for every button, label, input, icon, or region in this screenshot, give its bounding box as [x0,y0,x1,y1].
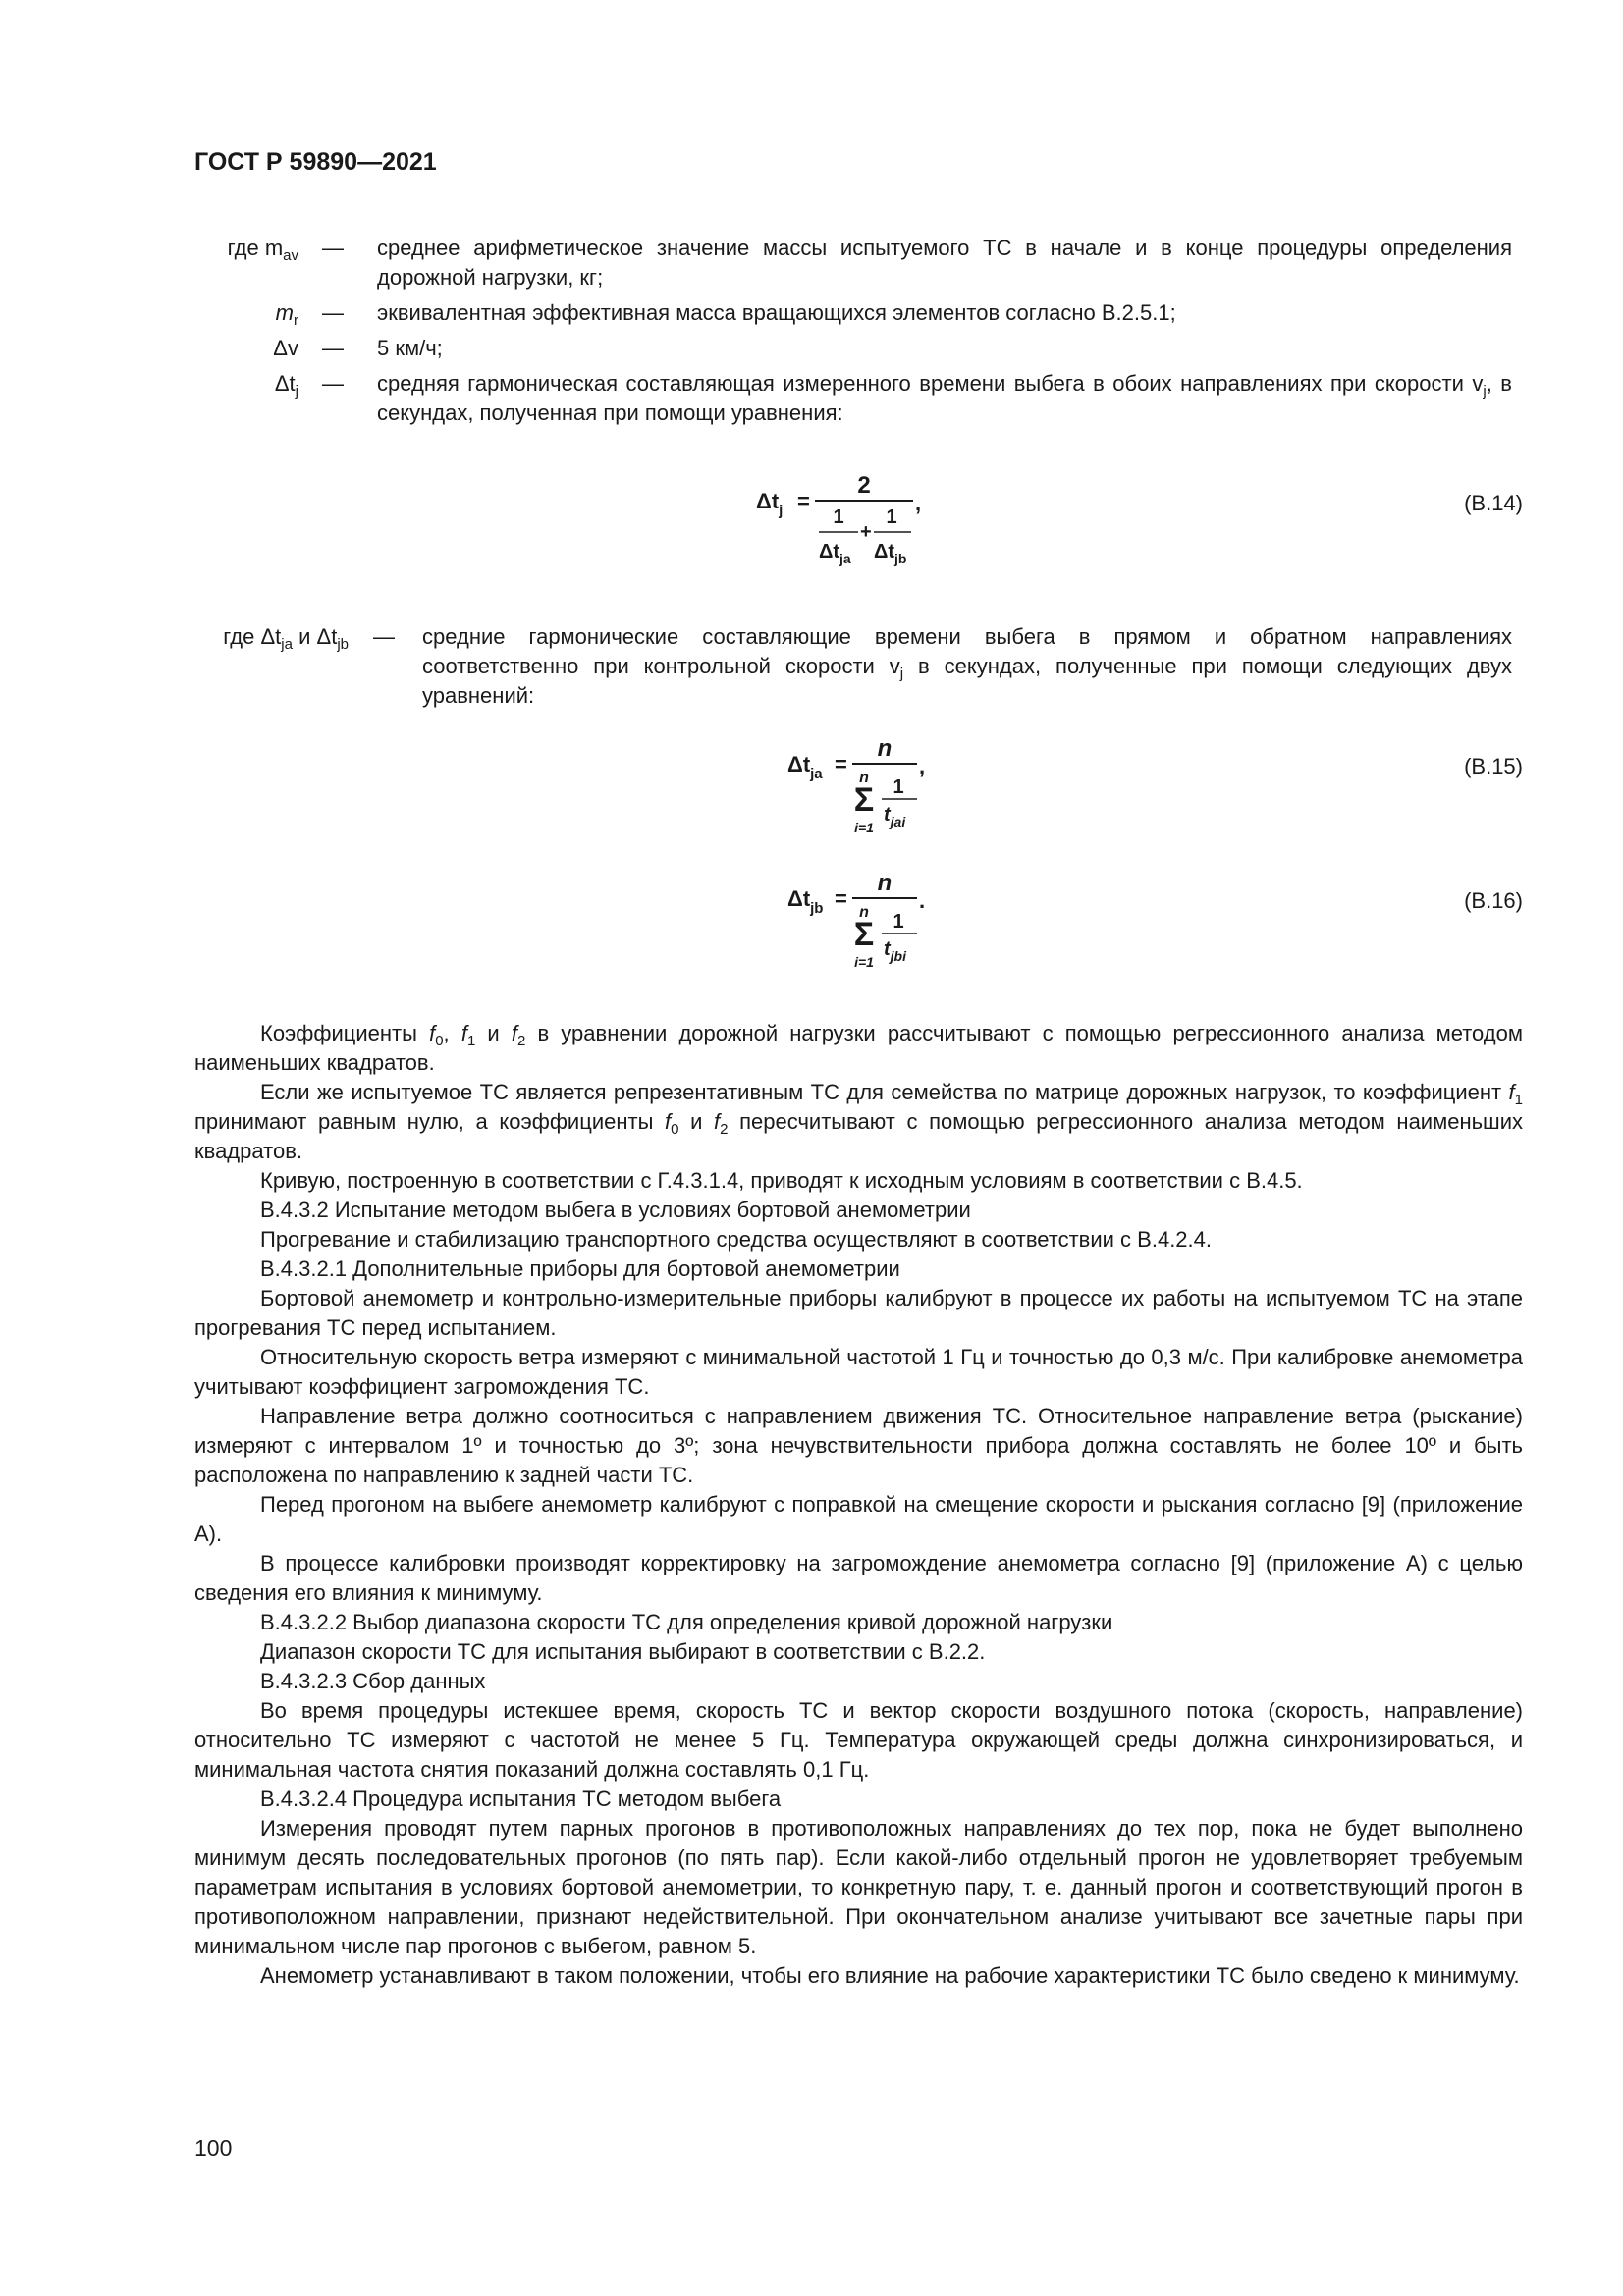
definitions-list [147,234,1512,434]
equals-sign: = [835,752,847,776]
dash: — [373,624,395,649]
section-heading: В.4.3.2.1 Дополнительные приборы для бортовой анемометрии [260,1256,900,1281]
lhs: $\Delta t_{jb}$ [787,886,824,917]
definition-row-mr [147,298,1512,328]
equals-sign: = [797,489,810,513]
definition-text: среднее арифметическое значение массы испытуемого ТС в начале и в конце процедуры определения дорожной нагрузки, кг; [377,236,1512,290]
equals-sign: = [835,886,847,911]
section-heading: В.4.3.2.3 Сбор данных [260,1669,486,1693]
lhs: $\Delta t_j$ [756,489,784,519]
paragraph: Если же испытуемое ТС является репрезентативным ТС для семейства по матрице дорожных нагрузок, то коэффициент $f_1$ принимают равным нулю, а коэффициенты $f_0$ и $f_2$ пересчитывают с помощью регрессионного анализа методом наименьших квадратов. [194,1080,1523,1163]
paragraph: Анемометр устанавливают в таком положении, чтобы его влияние на рабочие характеристики ТС было сведено к минимуму. [260,1963,1520,1988]
formula-b15 [194,734,1523,852]
formula-b16-graphic [787,869,964,987]
paragraph: В процессе калибровки производят корректировку на загромождение анемометра согласно [9] (приложение А) с целью сведения его влияния к минимуму. [194,1551,1523,1605]
section-heading: В.4.3.2.2 Выбор диапазона скорости ТС для определения кривой дорожной нагрузки [260,1610,1113,1634]
plus-sign: + [860,521,872,543]
paragraph: Направление ветра должно соотноситься с направлением движения ТС. Относительное направление ветра (рыскание) измеряют с интервалом 1º и точностью до 3º; зона нечувствительности прибора должна составлять не более 10º и быть расположена по направлению к задней части ТС. [194,1404,1523,1487]
paragraph: Перед прогоном на выбеге анемометр калибруют с поправкой на смещение скорости и рыскания согласно [9] (приложение А). [194,1492,1523,1546]
trailing-punctuation: . [919,888,926,913]
denominator-b: $\Delta t_{jb}$ [874,541,907,566]
paragraph: Коэффициенты $f_0$, $f_1$ и $f_2$ в уравнении дорожной нагрузки рассчитывают с помощью регрессионного анализа методом наименьших квадратов. [194,1021,1524,1075]
paragraph: Во время процедуры истекшее время, скорость ТС и вектор скорости воздушного потока (скорость, направление) относительно ТС измеряют с частотой не менее 5 Гц. Температура окружающей среды должна синхронизироваться, и минимальная частота снятия показаний должна составлять 0,1 Гц. [194,1698,1523,1782]
definition-text: средние гармонические составляющие времени выбега в прямом и обратном направлениях соответственно при контрольной скорости $v_j$ в секундах, полученные при помощи следующих двух уравнений: [422,624,1513,708]
sum-upper-limit: n [859,770,869,786]
dash: — [322,336,344,360]
definition-row-mav [147,234,1512,293]
dash: — [322,300,344,325]
formula-number: (В.14) [1464,491,1523,515]
symbol: $m_r$ [275,300,298,329]
document-header: ГОСТ Р 59890—2021 [194,148,437,176]
formula-b16 [194,869,1523,987]
paragraph: Диапазон скорости ТС для испытания выбирают в соответствии с В.2.2. [260,1639,986,1664]
definition-text: 5 км/ч; [377,336,443,360]
definition-row-dtj [147,369,1512,428]
trailing-punctuation: , [915,491,922,515]
formula-b15-graphic [787,734,964,852]
symbol: Δv [273,336,298,360]
numerator: n [877,735,893,762]
numerator: 2 [857,472,871,499]
sum-lower-limit: i=1 [854,954,874,970]
section-heading: В.4.3.2.4 Процедура испытания ТС методом выбега [260,1787,782,1811]
sum-upper-limit: n [859,904,869,921]
one-a: 1 [833,507,844,528]
one: 1 [893,911,904,933]
sum-lower-limit: i=1 [854,820,874,835]
denominator: $t_{jbi}$ [884,938,907,964]
sum-symbol: Σ [853,781,875,819]
numerator: n [877,870,893,896]
symbol: где $m_{av}$ [227,236,298,264]
symbol: $\Delta t_j$ [274,371,298,400]
body-text [194,1019,1523,1991]
symbol: где $\Delta t_{ja}$ и $\Delta t_{jb}$ [223,624,349,653]
formula-number: (В.15) [1464,754,1523,778]
lhs: $\Delta t_{ja}$ [787,752,823,782]
definition-text: эквивалентная эффективная масса вращающихся элементов согласно В.2.5.1; [377,300,1176,325]
sum-symbol: Σ [853,916,875,953]
definition-row-dv [147,334,1512,363]
paragraph: Кривую, построенную в соответствии с Г.4.3.1.4, приводят к исходным условиям в соответствии с В.4.5. [260,1168,1303,1193]
formula-b14 [194,471,1523,579]
section-heading: В.4.3.2 Испытание методом выбега в условиях бортовой анемометрии [260,1198,971,1222]
denominator-a: $\Delta t_{ja}$ [819,541,851,566]
one-b: 1 [886,507,897,528]
page-number: 100 [194,2135,233,2161]
denominator: $t_{jai}$ [884,804,906,829]
formula-b14-graphic [756,471,952,579]
paragraph: Относительную скорость ветра измеряют с минимальной частотой 1 Гц и точностью до 0,3 м/с. При калибровке анемометра учитывают коэффициент загромождения ТС. [194,1345,1523,1399]
definition-text: средняя гармоническая составляющая измеренного времени выбега в обоих направлениях при скорости $v_j$, в секундах, полученная при помощи уравнения: [377,371,1512,425]
one: 1 [893,776,904,798]
paragraph: Прогревание и стабилизацию транспортного средства осуществляют в соответствии с В.4.2.4. [260,1227,1212,1252]
definitions-list-2 [147,622,1512,717]
paragraph: Бортовой анемометр и контрольно-измерительные приборы калибруют в процессе их работы на испытуемом ТС на этапе прогревания ТС перед испытанием. [194,1286,1523,1340]
dash: — [322,371,344,396]
formula-number: (В.16) [1464,888,1523,913]
dash: — [322,236,344,260]
trailing-punctuation: , [919,754,926,778]
paragraph: Измерения проводят путем парных прогонов в противоположных направлениях до тех пор, пока не будет выполнено минимум десять последовательных прогонов (по пять пар). Если какой-либо отдельный прогон не удовлетворяет требуемым параметрам испытания в условиях бортовой анемометрии, то конкретную пару, т. е. данный прогон и соответствующий прогон в противоположном направлении, признают недействительной. При окончательном анализе учитывают все зачетные пары при минимальном числе пар прогонов с выбегом, равном 5. [194,1816,1523,1958]
definition-row-dtja-dtjb [147,622,1512,711]
